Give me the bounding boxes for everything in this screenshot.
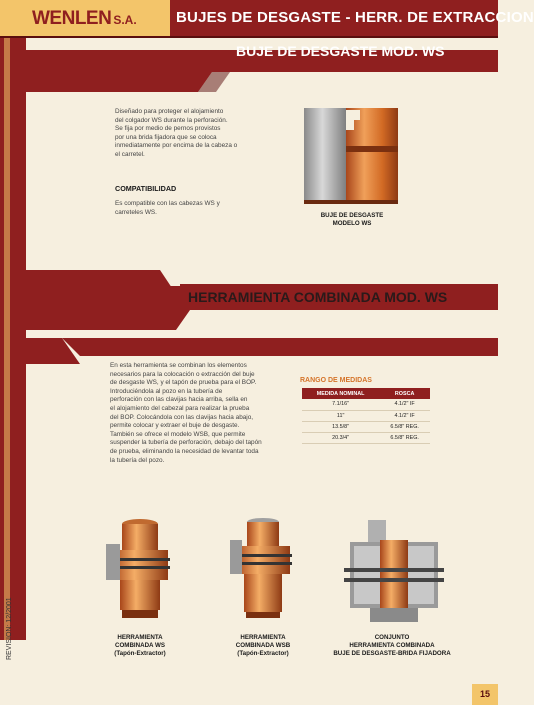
- page-number: 15: [479, 689, 490, 699]
- text-line: inmediatamente por encima de la cabeza o: [115, 142, 238, 150]
- table-cell: 13.5/8": [302, 421, 379, 432]
- section1-title: BUJE DE DESGASTE MOD. WS: [236, 43, 445, 59]
- table-row: [302, 432, 430, 443]
- table-row: [302, 399, 430, 410]
- caption-line: HERRAMIENTA: [240, 634, 286, 641]
- sizes-table: [302, 388, 430, 444]
- company-logo: WENLEN S.A.: [32, 8, 137, 29]
- combined-tool-ws-caption: [100, 634, 180, 658]
- text-line: el alojamiento del cabezal para realizar la prueba: [110, 404, 250, 412]
- caption-line: COMBINADA WS: [115, 642, 165, 649]
- text-line: de prueba, eliminando la necesidad de levantar toda: [110, 447, 259, 455]
- table-row: [302, 410, 430, 421]
- text-line: En esta herramienta se combinan los elementos: [110, 362, 247, 369]
- assembly-image: [340, 520, 448, 624]
- revision-label: REVISION: 12/2001: [6, 597, 13, 660]
- caption-line: BUJE DE DESGASTE: [320, 212, 384, 219]
- text-line: por una brida fijadora que se coloca: [115, 133, 217, 141]
- section2-description: [110, 362, 262, 465]
- table-cell: 6.5/8" REG.: [379, 421, 430, 432]
- compatibility-text: [115, 200, 220, 217]
- table-cell: 11": [302, 410, 379, 421]
- caption-line: HERRAMIENTA COMBINADA: [349, 642, 435, 649]
- table-header-row: [302, 388, 430, 399]
- table-row: [302, 421, 430, 432]
- text-line: También se ofrece el modelo WSB, que permite: [110, 430, 246, 438]
- combined-tool-ws-image: [100, 514, 180, 622]
- text-line: carreteles WS.: [115, 208, 157, 216]
- text-line: Introduciéndola al pozo en la tubería de: [110, 387, 223, 395]
- text-line: Se fija por medio de pernos provistos: [115, 125, 221, 133]
- table-cell: 20.3/4": [302, 432, 379, 443]
- table-cell: 6.5/8" REG.: [379, 432, 430, 443]
- compatibility-heading: COMPATIBILIDAD: [115, 184, 177, 193]
- wear-bushing-caption: [300, 212, 404, 228]
- caption-line: BUJE DE DESGASTE-BRIDA FIJADORA: [333, 650, 451, 657]
- combined-tool-wsb-image: [226, 514, 300, 622]
- section1-description: [115, 108, 237, 160]
- caption-line: CONJUNTO: [374, 634, 410, 641]
- table-cell: 4.1/2" IF: [379, 399, 430, 410]
- caption-line: (Tapón-Extractor): [114, 650, 166, 657]
- text-line: la tubería del pozo.: [110, 456, 165, 464]
- table-cell: 7.1/16": [302, 399, 379, 410]
- caption-line: MODELO WS: [332, 220, 372, 227]
- sizes-table-title: RANGO DE MEDIDAS: [300, 377, 372, 384]
- page-title: BUJES DE DESGASTE - HERR. DE EXTRACCION: [176, 9, 534, 26]
- text-line: Diseñado para proteger el alojamiento: [115, 108, 224, 115]
- column-header: ROSCA: [379, 388, 430, 399]
- caption-line: COMBINADA WSB: [235, 642, 291, 649]
- wear-bushing-image: [298, 104, 408, 208]
- assembly-caption: [322, 634, 462, 658]
- text-line: del colgador WS durante la perforación.: [115, 116, 228, 124]
- text-line: perforación con las clavijas hacia arriba, sella en: [110, 396, 248, 404]
- text-line: necesarios para la colocación o extracción del buje: [110, 370, 255, 378]
- text-line: suspender la tubería de perforación, debajo del tapón: [110, 439, 262, 447]
- caption-line: HERRAMIENTA: [117, 634, 163, 641]
- section2-title: HERRAMIENTA COMBINADA MOD. WS: [188, 289, 448, 305]
- text-line: del BOP. Colocándola con las clavijas hacia abajo,: [110, 413, 254, 421]
- text-line: Es compatible con las cabezas WS y: [115, 200, 220, 207]
- text-line: de desgaste WS, y el tapón de prueba para el BOP.: [110, 379, 257, 387]
- combined-tool-wsb-caption: [222, 634, 304, 658]
- table-cell: 4.1/2" IF: [379, 410, 430, 421]
- column-header: MEDIDA NOMINAL: [302, 388, 379, 399]
- text-line: permite colocar y extraer el buje de desgaste.: [110, 422, 240, 430]
- text-line: el carretel.: [115, 150, 145, 158]
- caption-line: (Tapón-Extractor): [237, 650, 289, 657]
